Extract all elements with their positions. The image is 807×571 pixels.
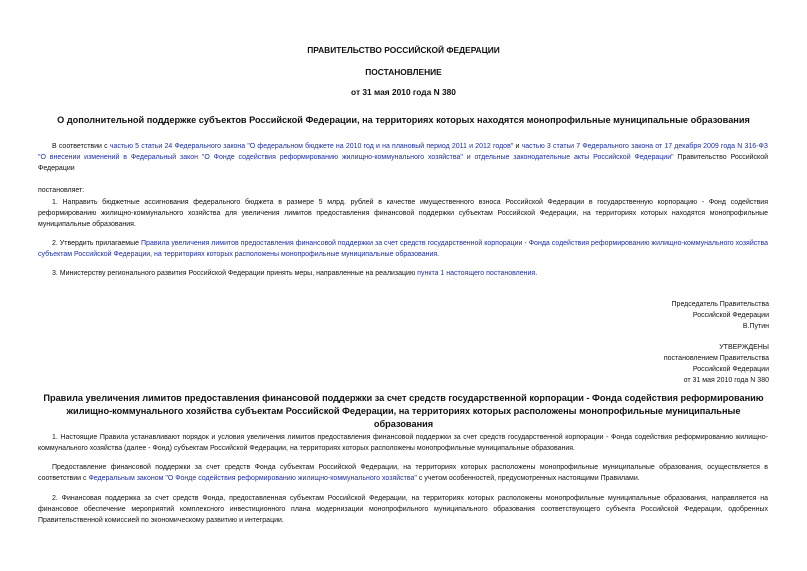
signature-line-1: Председатель Правительства bbox=[671, 301, 769, 308]
rule-1b-text-2: с учетом особенностей, предусмотренных настоящими Правилами. bbox=[416, 475, 640, 482]
item-2-paragraph bbox=[38, 238, 768, 260]
intro-text-3: Правительство Российской Федерации bbox=[38, 154, 768, 172]
rules-title: Правила увеличения лимитов предоставления финансовой поддержки за счет средств государственной корпорации - Фонда содействия реформированию жилищно-коммунального хозяйства субъектам Российской Федерации, на территориях которых расположены монопрофильные муниципальные образования bbox=[43, 393, 764, 429]
item-3-paragraph bbox=[38, 268, 768, 279]
intro-text-1: В соответствии с bbox=[52, 143, 110, 150]
signature-line-3: В.Путин bbox=[742, 323, 769, 330]
item-1-link[interactable]: пункта 1 настоящего постановления bbox=[417, 270, 536, 277]
item-3-text-2: . bbox=[535, 270, 538, 277]
document-date-number: от 31 мая 2010 года N 380 bbox=[351, 87, 456, 97]
item-1-paragraph: 1. Направить бюджетные ассигнования федерального бюджета в размере 5 млрд. рублей в качестве имущественного взноса Российской Федерации в государственную корпорацию - Фонд содействия реформированию жилищно-коммунального хозяйства для увеличения лимитов предоставления финансовой поддержки субъектам Российской Федерации, на территориях которых находятся монопрофильные муниципальные образования. bbox=[38, 199, 768, 228]
document-title: О дополнительной поддержке субъектов Российской Федерации, на территориях которых находятся монопрофильные муниципальные образования bbox=[57, 115, 750, 125]
intro-text-2: и bbox=[513, 143, 522, 150]
law-link-316fz[interactable]: частью 3 статьи 7 Федерального закона от 17 декабря 2009 года N 316-ФЗ "О внесении изменений в Федеральный закон "О Фонде содействия реформированию жилищно-коммунального хозяйства" и отдельные законодательные акты Российской Федерации" bbox=[38, 143, 769, 161]
approval-line-1: УТВЕРЖДЕНЫ bbox=[719, 344, 769, 351]
approval-line-4: от 31 мая 2010 года N 380 bbox=[683, 377, 769, 384]
item-2-text-1: 2. Утвердить прилагаемые bbox=[52, 240, 142, 247]
item-2-text-2: . bbox=[437, 251, 440, 258]
rule-1b-text-1: Предоставление финансовой поддержки за счет средств Фонда субъектам Российской Федерации, на территориях которых расположены монопрофильные муниципальные образования, осуществляется в соответствии с bbox=[38, 464, 768, 482]
item-3-text-1: 3. Министерству регионального развития Российской Федерации принять меры, направленные на реализацию bbox=[52, 270, 418, 277]
signature-block bbox=[569, 299, 769, 332]
rule-1-paragraph: 1. Настоящие Правила устанавливают порядок и условия увеличения лимитов предоставления финансовой поддержки за счет средств государственной корпорации - Фонда содействия реформированию жилищно-коммунального хозяйства (далее - Фонд) субъектам Российской Федерации, на территориях которых расположены монопрофильные муниципальные образования. bbox=[38, 434, 768, 452]
intro-paragraph bbox=[38, 141, 768, 174]
rule-1-support-paragraph bbox=[38, 462, 768, 484]
resolves-label: постановляет: bbox=[38, 187, 85, 194]
law-link-budget[interactable]: частью 5 статьи 24 Федерального закона "О федеральном бюджете на 2010 год и на плановый период 2011 и 2012 годов" bbox=[109, 143, 514, 150]
document-type-heading: ПОСТАНОВЛЕНИЕ bbox=[365, 67, 442, 77]
approval-block bbox=[569, 342, 769, 386]
approval-line-3: Российской Федерации bbox=[692, 366, 769, 373]
signature-line-2: Российской Федерации bbox=[692, 312, 769, 319]
government-heading: ПРАВИТЕЛЬСТВО РОССИЙСКОЙ ФЕДЕРАЦИИ bbox=[307, 45, 500, 55]
approval-line-2: постановлением Правительства bbox=[663, 355, 769, 362]
rule-2-paragraph: 2. Финансовая поддержка за счет средств Фонда, предоставленная субъектам Российской Федерации, на территориях которых расположены монопрофильные муниципальные образования, направляется на финансовое обеспечение мероприятий комплексного инвестиционного плана модернизации монопрофильного муниципального образования соответствующего субъекта Российской Федерации, одобренных Правительственной комиссией по экономическому развитию и интеграции. bbox=[38, 495, 768, 524]
rules-link[interactable]: Правила увеличения лимитов предоставления финансовой поддержки за счет средств государственной корпорации - Фонда содействия реформированию жилищно-коммунального хозяйства субъектам Российской Федерации, на территориях которых расположены монопрофильные муниципальные образования bbox=[38, 240, 768, 258]
fund-law-link[interactable]: Федеральным законом "О Фонде содействия реформированию жилищно-коммунального хозяйства" bbox=[88, 475, 417, 482]
